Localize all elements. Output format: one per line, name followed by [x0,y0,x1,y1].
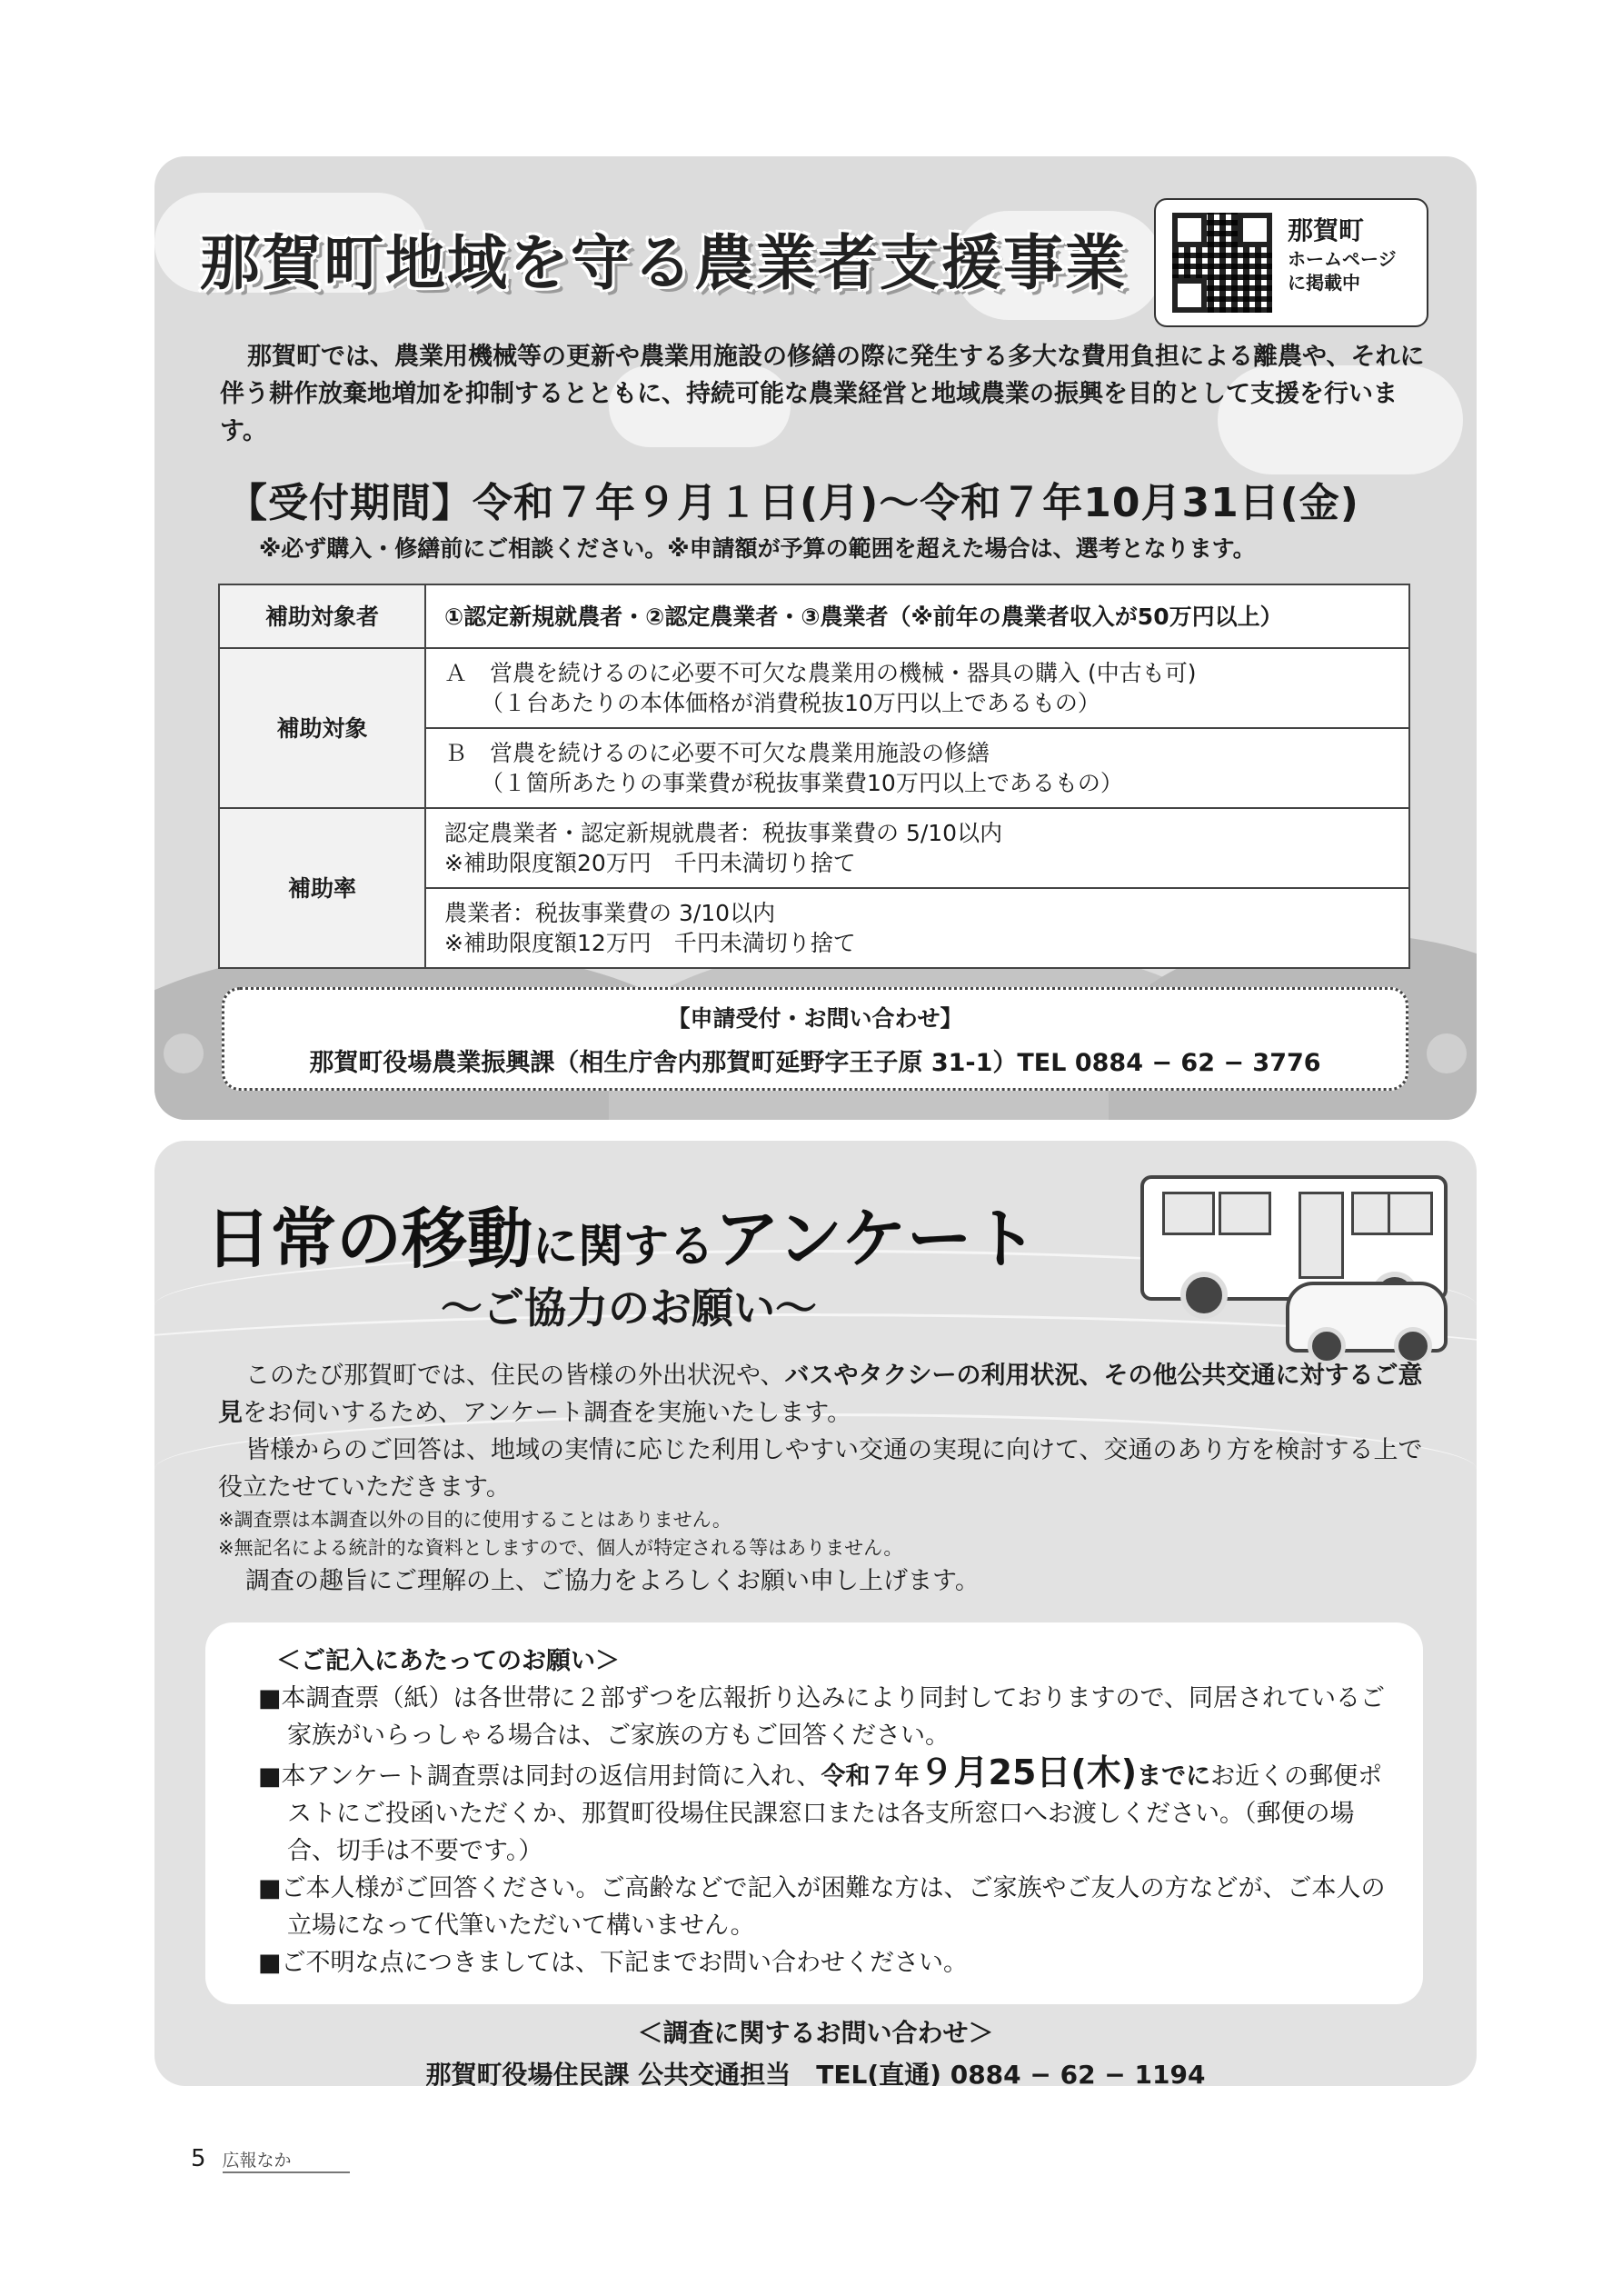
instructions-heading: ＜ご記入にあたってのお願い＞ [276,1647,620,1675]
p1-emphasis: バスやタクシーの利用状況、その他公共交通に対するご意見 [218,1362,1423,1427]
table-row [219,648,1409,728]
tree-decoration [1427,1033,1467,1073]
intro-text [220,338,1428,450]
qr-label-town: 那賀町 [1288,215,1365,245]
target-b-line1: Ｂ 営農を続けるのに必要不可欠な農業用施設の修繕 [444,740,990,766]
qr-label-homepage: ホームページ [1288,248,1397,271]
title-part: に関する [532,1219,715,1273]
survey-body [218,1357,1436,1600]
title-part: 移動 [402,1200,533,1277]
table-cell-rate-b [425,888,1409,968]
table-cell-target-b [425,728,1409,808]
target-b-line2: （１箇所あたりの事業費が税抜事業費10万円以上であるもの） [481,770,1123,796]
page-title: 那賀町地域を守る農業者支援事業 [200,228,1127,298]
p1-part: このたび那賀町では、住民の皆様の外出状況や、 [245,1362,785,1390]
page-number: 5 [191,2145,206,2172]
taxi-icon [1286,1282,1448,1353]
intro-body: 那賀町では、農業用機械等の更新や農業用施設の修繕の際に発生する多大な費用負担による離農や、それに伴う耕作放棄地増加を抑制するとともに、持続可能な農業経営と地域農業の振興を目的として支援を行います。 [220,343,1425,445]
table-header-eligible: 補助対象者 [219,584,425,648]
survey-paragraph-1 [218,1357,1436,1432]
survey-title [205,1186,1038,1281]
instruction-item-1: ■本調査票（紙）は各世帯に２部ずつを広報折り込みにより同封しておりますので、同居されているご家族がいらっしゃる場合は、ご家族の方もご回答ください。 [258,1684,1385,1750]
instruction-item-3: ■ご本人様がご回答ください。ご高齢などで記入が困難な方は、ご家族やご友人の方などが、ご本人の立場になって代筆いただいて構いません。 [258,1874,1386,1940]
tree-decoration [164,1033,204,1073]
inquiry-heading: ＜調査に関するお問い合わせ＞ [637,2018,994,2048]
rate-a-line2: ※補助限度額20万円 千円未満切り捨て [444,850,856,876]
deadline-suffix: までに [1137,1762,1211,1791]
qr-callout [1154,198,1428,327]
table-header-target: 補助対象 [219,648,425,808]
inquiry-block [154,2013,1477,2086]
table-cell-target-a [425,648,1409,728]
contact-box [222,987,1408,1091]
table-cell-rate-a [425,808,1409,888]
qr-label-posted: に掲載中 [1288,272,1360,294]
item2-part: ■本アンケート調査票は同封の返信用封筒に入れ、 [258,1762,821,1791]
survey-note-1: ※調査票は本調査以外の目的に使用することはありません。 [218,1509,731,1531]
rate-b-line1: 農業者：税抜事業費の 3/10以内 [444,900,776,926]
instruction-item-2 [258,1754,1394,1870]
instructions-box [205,1622,1423,2004]
title-part: アンケート [714,1200,1038,1277]
rate-b-line2: ※補助限度額12万円 千円未満切り捨て [444,930,856,956]
inquiry-line: 那賀町役場住民課 公共交通担当 TEL(直通) 0884 − 62 − 1194 [425,2060,1206,2086]
instruction-item-4: ■ご不明な点につきましては、下記までお問い合わせください。 [258,1949,968,1977]
contact-heading: 【申請受付・お問い合わせ】 [667,1005,963,1032]
contact-line: 那賀町役場農業振興課（相生庁舎内那賀町延野字王子原 31-1）TEL 0884 − 62 − 3776 [309,1049,1321,1077]
rate-a-line1: 認定農業者・認定新規就農者：税抜事業費の 5/10以内 [444,820,1003,846]
page-footer [191,2145,350,2173]
publication-name: 広報なか [223,2147,350,2173]
table-row [219,808,1409,888]
subsidy-table [218,584,1410,969]
table-header-rate: 補助率 [219,808,425,968]
table-row [219,584,1409,648]
period-note: ※必ず購入・修繕前にご相談ください。※申請額が予算の範囲を超えた場合は、選考となります。 [259,535,1256,562]
application-period: 【受付期間】令和７年９月１日(月)〜令和７年10月31日(金) [227,480,1359,526]
target-a-line2: （１台あたりの本体価格が消費税抜10万円以上であるもの） [481,690,1100,716]
survey-panel [154,1141,1477,2086]
target-a-line1: Ａ 営農を続けるのに必要不可欠な農業用の機械・器具の購入 (中古も可) [444,660,1197,686]
item2-part: お近くの郵便ポストにご投函いただくか、那賀町役場住民課窓口または各支所窓口へお渡しください。（郵便の場合、切手は不要です。） [287,1762,1383,1865]
p1-part: をお伺いするため、アンケート調査を実施いたします。 [243,1399,852,1427]
survey-paragraph-2: 皆様からのご回答は、地域の実情に応じた利用しやすい交通の実現に向けて、交通のあり方を検討する上で役立たせていただきます。 [218,1436,1423,1502]
survey-subtitle: 〜ご協力のお願い〜 [441,1283,817,1333]
deadline-era: 令和７年 [821,1762,920,1791]
agri-support-panel [154,156,1477,1120]
survey-note-2: ※無記名による統計的な資料としますので、個人が特定される等はありません。 [218,1537,903,1559]
title-part: 日常の [205,1200,403,1277]
qr-code-icon[interactable] [1172,213,1272,313]
deadline-date: ９月25日(木) [919,1752,1138,1792]
table-cell-eligible: ①認定新規就農者・②認定農業者・③農業者（※前年の農業者収入が50万円以上） [425,584,1409,648]
survey-paragraph-3: 調査の趣旨にご理解の上、ご協力をよろしくお願い申し上げます。 [245,1567,980,1595]
